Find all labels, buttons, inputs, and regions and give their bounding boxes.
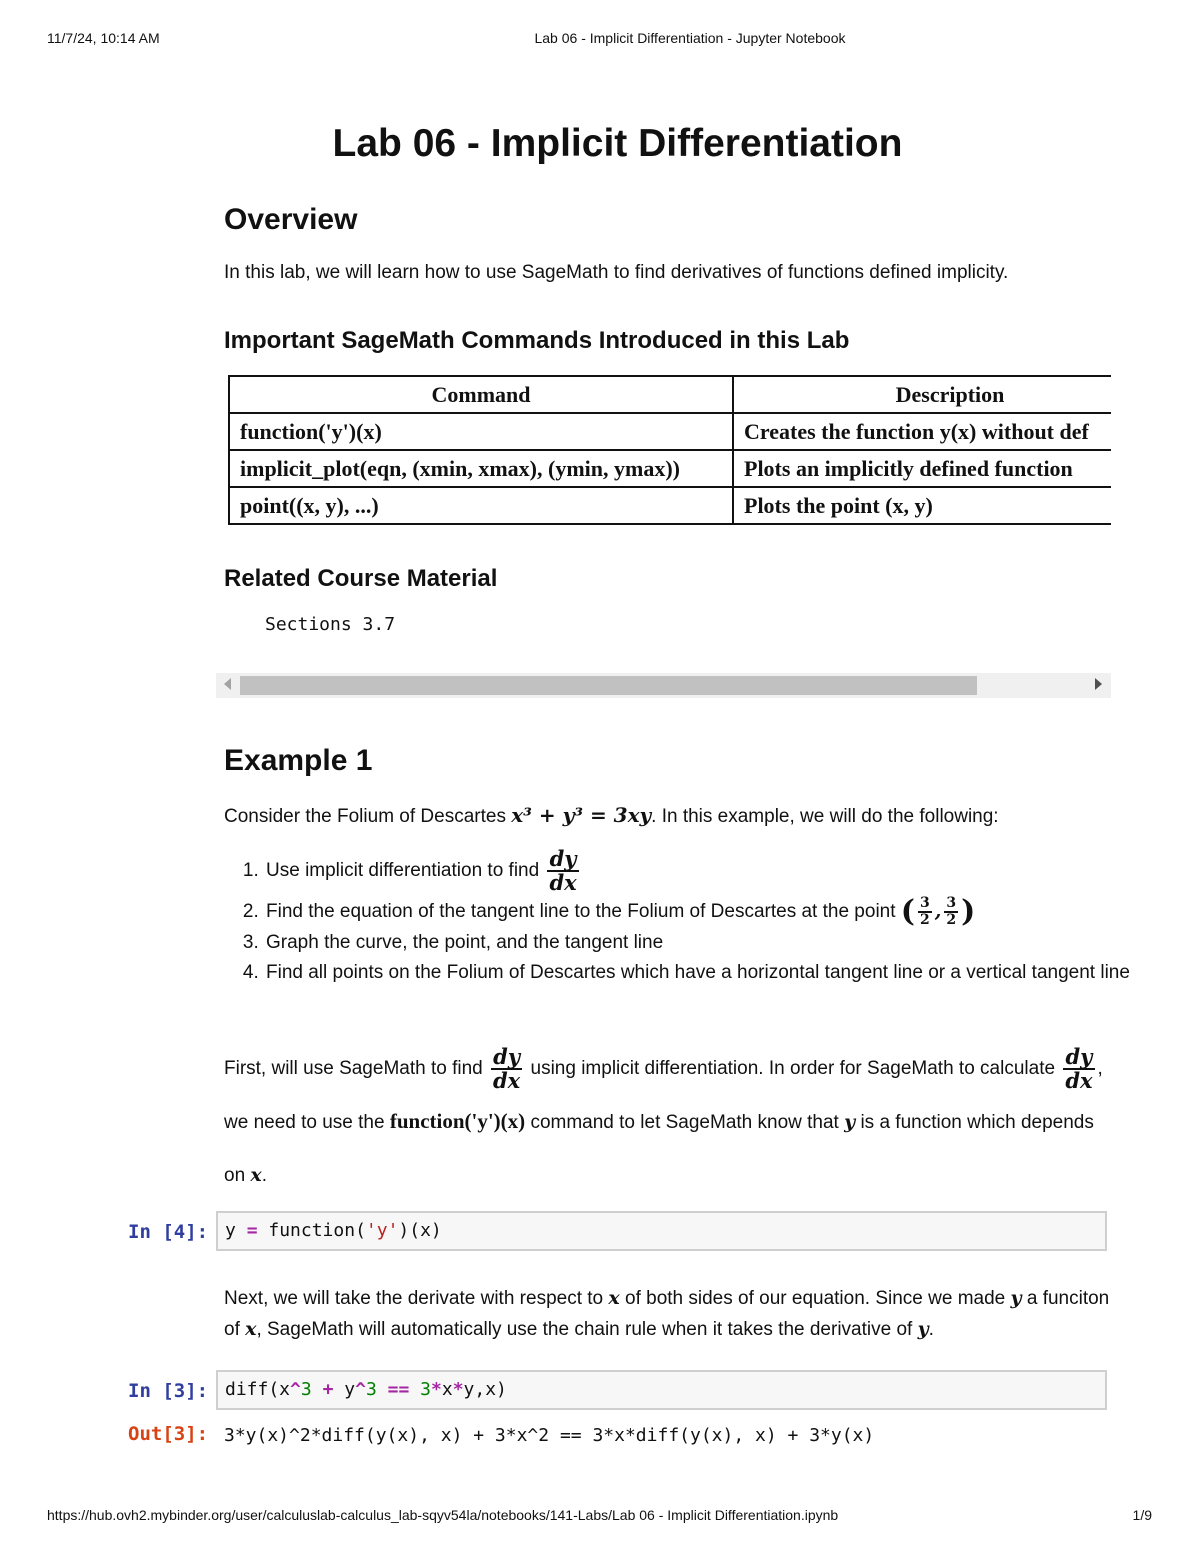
table-cell-command: implicit_plot(eqn, (xmin, xmax), (ymin, ymax)) bbox=[229, 450, 733, 487]
example1-intro bbox=[224, 800, 1111, 832]
example1-paragraph-1: First, will use SageMath to find $\frac{dy}{dx}$ using implicit differentiation. In order for SageMath to calculate $\frac{dy}{dx}$ , we need to use the function('y')(x) command to let SageMath know that y is a function which depends on x. bbox=[224, 1043, 1103, 1186]
related-sections-code: Sections 3.7 bbox=[265, 614, 396, 635]
page-title: Lab 06 - Implicit Differentiation bbox=[332, 122, 903, 165]
code-text: y = function('y')(x) bbox=[225, 1220, 442, 1241]
task-text: Graph the curve, the point, and the tangent line bbox=[266, 931, 664, 953]
commands-table bbox=[228, 375, 1111, 525]
dydx-fraction: $\frac{dy}{dx}$ bbox=[1065, 1043, 1093, 1093]
table-row bbox=[229, 487, 1111, 524]
horizontal-scrollbar[interactable] bbox=[216, 673, 1111, 698]
scroll-right-arrow-icon[interactable] bbox=[1095, 678, 1102, 690]
overview-text: In this lab, we will learn how to use SageMath to find derivatives of functions defined implicity. bbox=[224, 262, 1009, 283]
intro-text-before: Consider the Folium of Descartes bbox=[224, 806, 512, 827]
print-page-number: 1/9 bbox=[1132, 1507, 1152, 1523]
table-header-row bbox=[229, 376, 1111, 413]
example1-paragraph-2: Next, we will take the derivate with respect to x of both sides of our equation. Since we made y a funciton of x, SageMath will automatically use the chain rule when it takes the derivative of y. bbox=[224, 1287, 1110, 1340]
overview-heading: Overview bbox=[224, 203, 358, 236]
var-x: x bbox=[245, 1318, 257, 1340]
point-open-paren: ( bbox=[900, 894, 915, 930]
print-datetime: 11/7/24, 10:14 AM bbox=[47, 30, 160, 46]
cell-prompt-in-4: In [4]: bbox=[128, 1221, 209, 1243]
code-cell-function-y[interactable] bbox=[216, 1211, 1107, 1251]
related-heading: Related Course Material bbox=[224, 565, 498, 592]
table-header-command: Command bbox=[229, 376, 733, 413]
list-item bbox=[264, 848, 1151, 894]
intro-text-after: . In this example, we will do the following: bbox=[651, 806, 999, 827]
table-cell-description: Plots an implicitly defined function bbox=[733, 450, 1111, 487]
list-item bbox=[264, 928, 1151, 958]
example1-task-list bbox=[224, 848, 1151, 988]
list-item bbox=[264, 896, 1151, 928]
example1-heading: Example 1 bbox=[224, 744, 373, 777]
table-cell-command: point((x, y), ...) bbox=[229, 487, 733, 524]
task-text: Find all points on the Folium of Descartes which have a horizontal tangent line or a vertical tangent line bbox=[266, 961, 1130, 983]
point-y-fraction: $\frac{3}{2}$ bbox=[946, 895, 957, 929]
var-x: x bbox=[608, 1287, 620, 1309]
table-cell-command: function('y')(x) bbox=[229, 413, 733, 450]
var-x: x bbox=[250, 1164, 262, 1186]
folium-equation: x³ + y³ = 3xy bbox=[511, 803, 652, 827]
point-comma: , bbox=[934, 900, 942, 923]
dydx-fraction: $\frac{dy}{dx}$ bbox=[493, 1043, 521, 1093]
commands-table-container bbox=[228, 375, 1111, 525]
var-y: y bbox=[1010, 1287, 1022, 1309]
print-header bbox=[0, 30, 1200, 50]
cell-prompt-in-3: In [3]: bbox=[128, 1380, 209, 1402]
var-y: y bbox=[844, 1111, 856, 1133]
list-item bbox=[264, 958, 1151, 988]
var-y: y bbox=[917, 1318, 929, 1340]
table-row bbox=[229, 450, 1111, 487]
table-header-description: Description bbox=[733, 376, 1111, 413]
inline-command: function('y')(x) bbox=[389, 1109, 526, 1133]
table-row bbox=[229, 413, 1111, 450]
table-cell-description: Creates the function y(x) without def bbox=[733, 413, 1111, 450]
point-x-fraction: $\frac{3}{2}$ bbox=[920, 895, 930, 929]
scrollbar-thumb[interactable] bbox=[240, 676, 977, 695]
point-close-paren: ) bbox=[961, 894, 976, 930]
print-url: https://hub.ovh2.mybinder.org/user/calculuslab-calculus_lab-sqyv54la/notebooks/141-Labs/Lab 06 - Implicit Differentiation.ipynb bbox=[47, 1507, 839, 1523]
code-cell-diff[interactable] bbox=[216, 1370, 1107, 1410]
code-text: diff(x^3 + y^3 == 3*x*y,x) bbox=[225, 1379, 507, 1400]
commands-heading: Important SageMath Commands Introduced in this Lab bbox=[224, 327, 850, 354]
task-text: Use implicit differentiation to find bbox=[266, 860, 545, 882]
task-text: Find the equation of the tangent line to the Folium of Descartes at the point bbox=[266, 901, 901, 923]
dydx-fraction: $\frac{dy}{dx}$ bbox=[549, 846, 577, 896]
cell-prompt-out-3: Out[3]: bbox=[128, 1423, 209, 1445]
print-doc-title: Lab 06 - Implicit Differentiation - Jupyter Notebook bbox=[534, 30, 846, 46]
cell-output-text: 3*y(x)^2*diff(y(x), x) + 3*x^2 == 3*x*diff(y(x), x) + 3*y(x) bbox=[224, 1425, 875, 1446]
scroll-left-arrow-icon[interactable] bbox=[224, 678, 231, 690]
table-cell-description: Plots the point (x, y) bbox=[733, 487, 1111, 524]
